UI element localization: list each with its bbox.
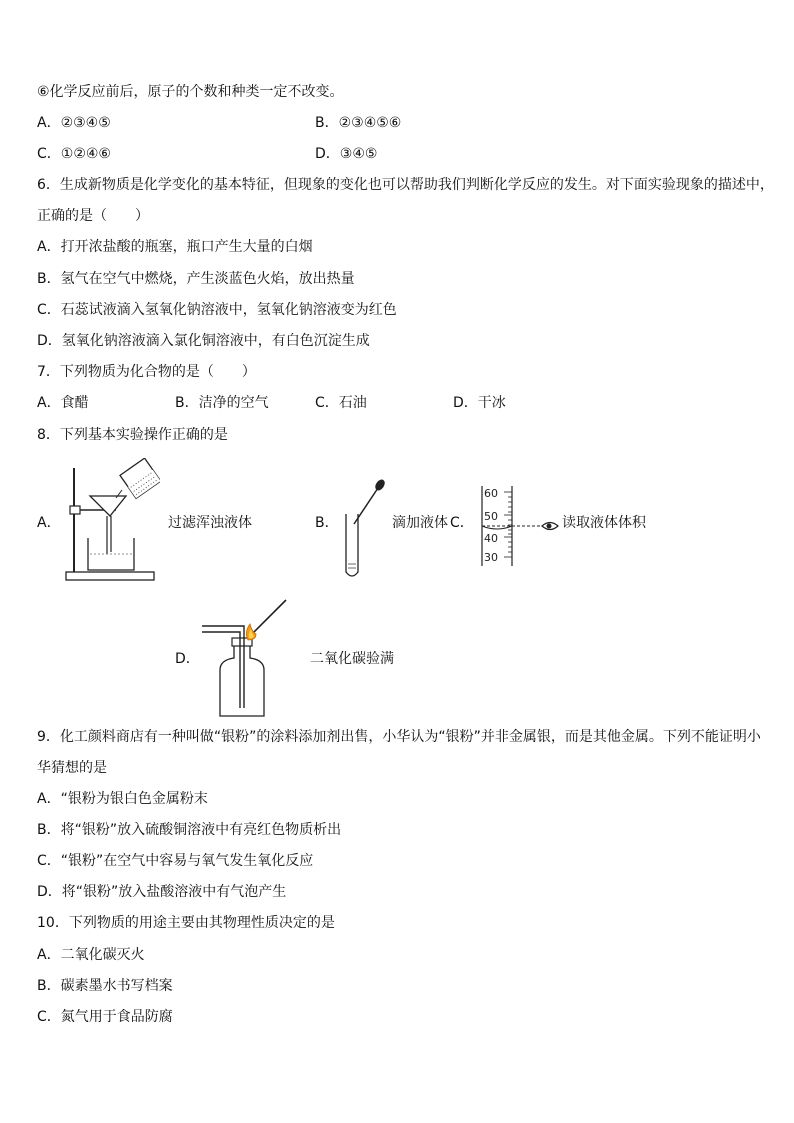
q9-option-b[interactable]: B．将“银粉”放入硫酸铜溶液中有亮红色物质析出 xyxy=(37,822,342,838)
q6-stem-line2: 正确的是（ ） xyxy=(37,208,149,224)
q8-option-d-caption: 二氧化碳验满 xyxy=(310,651,394,667)
q9-stem-line2: 华猜想的是 xyxy=(37,760,107,776)
q7-option-a[interactable]: A．食醋 xyxy=(37,395,89,411)
q9-option-a[interactable]: A．“银粉为银白色金属粉末 xyxy=(37,791,208,807)
q10-option-a[interactable]: A．二氧化碳灭火 xyxy=(37,947,145,963)
q7-stem: 7．下列物质为化合物的是（ ） xyxy=(37,364,256,380)
tick-label-40: 40 xyxy=(484,532,498,545)
q10-option-b[interactable]: B．碳素墨水书写档案 xyxy=(37,978,173,994)
dropper-test-tube-figure xyxy=(338,476,390,584)
q6-option-b[interactable]: B．氢气在空气中燃烧，产生淡蓝色火焰，放出热量 xyxy=(37,271,355,287)
q10-stem: 10．下列物质的用途主要由其物理性质决定的是 xyxy=(37,915,335,931)
q8-option-a-caption: 过滤浑浊液体 xyxy=(168,515,252,531)
gas-bottle-burning-stick-figure xyxy=(198,596,294,720)
q7-option-c[interactable]: C．石油 xyxy=(315,395,367,411)
q8-option-c-letter[interactable]: C． xyxy=(450,515,474,531)
q6-option-c[interactable]: C．石蕊试液滴入氢氧化钠溶液中，氢氧化钠溶液变为红色 xyxy=(37,302,397,318)
q8-option-b-caption: 滴加液体 xyxy=(392,515,448,531)
q9-stem-line1: 9．化工颜料商店有一种叫做“银粉”的涂料添加剂出售，小华认为“银粉”并非金属银，而是其他金属。下列不能证明小 xyxy=(37,729,761,745)
q8-stem: 8．下列基本实验操作正确的是 xyxy=(37,427,228,443)
q7-option-d[interactable]: D．干冰 xyxy=(453,395,506,411)
tick-label-60: 60 xyxy=(484,487,498,500)
q8-option-b-letter[interactable]: B． xyxy=(315,515,339,531)
q6-stem-line1: 6．生成新物质是化学变化的基本特征，但现象的变化也可以帮助我们判断化学反应的发生。对下面实验现象的描述中， xyxy=(37,177,774,193)
tick-label-30: 30 xyxy=(484,551,498,564)
filtration-apparatus-figure xyxy=(60,458,160,584)
q10-option-c[interactable]: C．氮气用于食品防腐 xyxy=(37,1009,173,1025)
graduated-cylinder-figure xyxy=(476,482,566,568)
q8-option-c-caption: 读取液体体积 xyxy=(562,515,646,531)
q5-option-c[interactable]: C．①②④⑥ xyxy=(37,146,111,162)
q6-option-d[interactable]: D．氢氧化钠溶液滴入氯化铜溶液中，有白色沉淀生成 xyxy=(37,333,370,349)
q7-option-b[interactable]: B．洁净的空气 xyxy=(175,395,269,411)
q6-option-a[interactable]: A．打开浓盐酸的瓶塞，瓶口产生大量的白烟 xyxy=(37,239,313,255)
q8-option-d-letter[interactable]: D． xyxy=(175,651,200,667)
q5-option-a[interactable]: A．②③④⑤ xyxy=(37,115,111,131)
q8-option-a-letter[interactable]: A． xyxy=(37,515,61,531)
q9-option-d[interactable]: D．将“银粉”放入盐酸溶液中有气泡产生 xyxy=(37,884,287,900)
q5-option-b[interactable]: B．②③④⑤⑥ xyxy=(315,115,402,131)
statement-6: ⑥化学反应前后，原子的个数和种类一定不改变。 xyxy=(37,84,344,100)
q9-option-c[interactable]: C．“银粉”在空气中容易与氧气发生氧化反应 xyxy=(37,853,314,869)
q5-option-d[interactable]: D．③④⑤ xyxy=(315,146,378,162)
tick-label-50: 50 xyxy=(484,510,498,523)
